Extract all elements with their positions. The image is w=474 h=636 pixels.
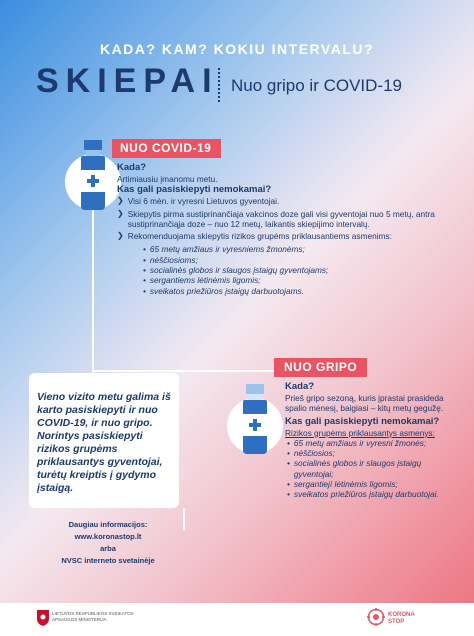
chevron-right-icon: ❯ [117, 231, 124, 241]
chevron-right-icon: ❯ [117, 208, 124, 218]
gripo-when-answer: Prieš gripo sezoną, kuris įprastai prasideda spalio mėnesį, baigiasi – kitų metų gegužę. [285, 393, 444, 414]
list-item: • sveikatos priežiūros įstaigų darbuotojai. [287, 489, 439, 500]
ministry-name: LIETUVOS RESPUBLIKOS SVEIKATOS APSAUGOS MINISTERIJA [52, 611, 134, 622]
list-item: • socialinės globos ir slaugos įstaigų gyventojai; [287, 458, 422, 479]
list-item: • sergantiejí lėtinėmis ligomis; [287, 479, 398, 490]
page-title: SKIEPAI [36, 62, 219, 100]
gripo-who-question: Kas gali pasiskiepyti nemokamai? [285, 415, 440, 427]
info-box-text: Vieno vizito metu galima iš karto pasiskiepyti ir nuo COVID-19, ir nuo gripo. Norintys pasiskiepyti rizikos grupėms priklausantys gyventojai, turėtų kreiptis į gydymo įstaigą. [37, 391, 171, 494]
list-item: • 65 metų amžiaus ir vyresni žmonės; [287, 437, 427, 448]
covid-when-answer: Artimiausiu įmanomu metu. [117, 174, 218, 184]
koronastop-logo-text: KORONA STOP [388, 612, 415, 625]
covid-label: NUO COVID-19 [112, 139, 221, 158]
list-item: • nėščiosioms; [143, 254, 198, 265]
gripo-label: NUO GRIPO [274, 358, 367, 377]
list-item: ❯ Visi 6 mėn. ir vyresni Lietuvos gyventojai. [117, 196, 280, 207]
connector-line-bottom [183, 508, 185, 530]
website-link[interactable]: www.koronastop.lt [74, 532, 142, 541]
gripo-when-question: Kada? [285, 381, 315, 392]
nvsc-link[interactable]: NVSC interneto svetainėje [61, 556, 155, 565]
list-item: • socialinės globos ir slaugos įstaigų gyventojams; [143, 265, 329, 276]
koronastop-logo-icon [367, 608, 385, 626]
chevron-right-icon: ❯ [117, 196, 124, 206]
covid-when-question: Kada? [117, 162, 147, 173]
list-item: ❯ Skiepytis pirma sustiprinančiaja vakcinos doze gali visi gyventojai nuo 5 metų, antra sustiprinančiąja doze – nuo 12 metų, laikantis skiepijimo intervalų. [117, 208, 435, 229]
title-divider [218, 68, 220, 102]
list-item: • 65 metų amžiaus ir vyresniems žmonėms; [143, 244, 305, 255]
gripo-section [285, 381, 455, 500]
covid-who-question: Kas gali pasiskiepyti nemokamai? [117, 184, 272, 196]
more-info: Daugiau informacijos: www.koronastop.lt arba NVSC interneto svetainėje [48, 519, 168, 567]
list-item: • nėščiosios; [287, 448, 335, 459]
list-item: • sergantiems lėtinėmis ligomis; [143, 275, 261, 286]
gripo-risk-intro: Rizikos grupėms priklausantys asmenys: [285, 427, 435, 438]
covid-section [117, 162, 457, 296]
page-subtitle: Nuo gripo ir COVID-19 [231, 76, 403, 95]
covid-risk-list [117, 244, 457, 295]
list-item: • sveikatos priežiūros įstaigų darbuotojams. [143, 285, 304, 296]
list-item: ❯ Rekomenduojama skiepytis rizikos grupėms priklausantiems asmenims: [117, 231, 392, 242]
tagline: KADA? KAM? KOKIU INTERVALU? [99, 41, 375, 57]
vaccine-vial-icon [226, 380, 284, 462]
gripo-risk-list [285, 438, 455, 500]
ministry-logo-icon [36, 609, 50, 627]
